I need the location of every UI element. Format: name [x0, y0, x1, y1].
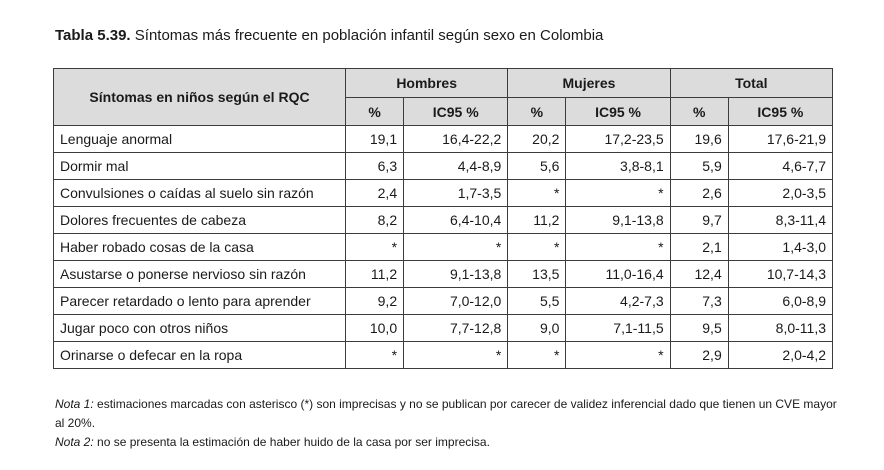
- symptoms-table: [53, 68, 833, 369]
- table-cell: 9,7: [670, 207, 728, 234]
- symptom-label: Jugar poco con otros niños: [54, 315, 346, 342]
- table-cell: 7,1-11,5: [566, 315, 670, 342]
- table-cell: 7,0-12,0: [404, 288, 508, 315]
- note-1: [55, 395, 845, 433]
- table-cell: 5,5: [508, 288, 566, 315]
- table-cell: 7,3: [670, 288, 728, 315]
- caption-text: Síntomas más frecuente en población infantil según sexo en Colombia: [134, 27, 604, 44]
- table-row: [54, 153, 833, 180]
- table-cell: 7,7-12,8: [404, 315, 508, 342]
- table-row: [54, 180, 833, 207]
- table-row: [54, 342, 833, 369]
- table-cell: 9,2: [346, 288, 404, 315]
- table-cell: 11,0-16,4: [566, 261, 670, 288]
- table-cell: *: [508, 180, 566, 207]
- caption-number: Tabla 5.39.: [55, 27, 131, 44]
- table-row: [54, 234, 833, 261]
- group-header-hombres: Hombres: [346, 69, 508, 98]
- symptom-label: Dormir mal: [54, 153, 346, 180]
- table-row: [54, 207, 833, 234]
- table-cell: 12,4: [670, 261, 728, 288]
- note-1-text: estimaciones marcadas con asterisco (*) son imprecisas y no se publican por carecer de validez inferencial dado que tienen un CVE mayor al 20%.: [55, 397, 837, 430]
- table-cell: 5,6: [508, 153, 566, 180]
- table-row: [54, 288, 833, 315]
- note-2-label: Nota 2:: [55, 435, 94, 449]
- table-cell: 19,6: [670, 126, 728, 153]
- table-cell: *: [508, 234, 566, 261]
- table-row: [54, 315, 833, 342]
- subheader-hombres-pct: %: [346, 98, 404, 126]
- table-cell: *: [346, 342, 404, 369]
- table-cell: *: [566, 234, 670, 261]
- table-cell: 6,3: [346, 153, 404, 180]
- table-cell: 5,9: [670, 153, 728, 180]
- table-cell: 20,2: [508, 126, 566, 153]
- table-cell: 2,9: [670, 342, 728, 369]
- subheader-hombres-ic: IC95 %: [404, 98, 508, 126]
- table-cell: *: [508, 342, 566, 369]
- row-header: Síntomas en niños según el RQC: [54, 69, 346, 126]
- table-cell: 8,3-11,4: [728, 207, 832, 234]
- table-cell: 2,6: [670, 180, 728, 207]
- subheader-total-ic: IC95 %: [728, 98, 832, 126]
- table-cell: 4,2-7,3: [566, 288, 670, 315]
- note-2: [55, 433, 845, 452]
- table-row: [54, 126, 833, 153]
- table-cell: 4,4-8,9: [404, 153, 508, 180]
- note-1-label: Nota 1:: [55, 397, 94, 411]
- table-body: [54, 126, 833, 369]
- table-row: [54, 261, 833, 288]
- table-cell: 6,0-8,9: [728, 288, 832, 315]
- table-cell: 9,1-13,8: [404, 261, 508, 288]
- symptom-label: Orinarse o defecar en la ropa: [54, 342, 346, 369]
- table-cell: *: [404, 342, 508, 369]
- table-cell: 3,8-8,1: [566, 153, 670, 180]
- table-cell: 10,7-14,3: [728, 261, 832, 288]
- table-cell: 9,1-13,8: [566, 207, 670, 234]
- symptom-label: Convulsiones o caídas al suelo sin razón: [54, 180, 346, 207]
- table-cell: 19,1: [346, 126, 404, 153]
- table-cell: 11,2: [346, 261, 404, 288]
- subheader-mujeres-pct: %: [508, 98, 566, 126]
- symptom-label: Parecer retardado o lento para aprender: [54, 288, 346, 315]
- table-cell: 10,0: [346, 315, 404, 342]
- table-cell: *: [404, 234, 508, 261]
- table-notes: [55, 395, 845, 452]
- table-cell: 2,4: [346, 180, 404, 207]
- table-cell: 17,6-21,9: [728, 126, 832, 153]
- table-caption: [55, 27, 603, 44]
- table-cell: 1,4-3,0: [728, 234, 832, 261]
- table-cell: 4,6-7,7: [728, 153, 832, 180]
- table-cell: 6,4-10,4: [404, 207, 508, 234]
- table-cell: 11,2: [508, 207, 566, 234]
- subheader-total-pct: %: [670, 98, 728, 126]
- table-cell: *: [346, 234, 404, 261]
- table-cell: 2,1: [670, 234, 728, 261]
- symptom-label: Dolores frecuentes de cabeza: [54, 207, 346, 234]
- note-2-text: no se presenta la estimación de haber huido de la casa por ser imprecisa.: [93, 435, 490, 449]
- table-cell: 8,0-11,3: [728, 315, 832, 342]
- table-cell: 16,4-22,2: [404, 126, 508, 153]
- table-cell: 17,2-23,5: [566, 126, 670, 153]
- table-cell: 8,2: [346, 207, 404, 234]
- table-cell: 9,0: [508, 315, 566, 342]
- group-header-mujeres: Mujeres: [508, 69, 670, 98]
- table-cell: *: [566, 342, 670, 369]
- table-cell: 2,0-3,5: [728, 180, 832, 207]
- symptom-label: Asustarse o ponerse nervioso sin razón: [54, 261, 346, 288]
- group-header-total: Total: [670, 69, 832, 98]
- table-cell: 13,5: [508, 261, 566, 288]
- subheader-mujeres-ic: IC95 %: [566, 98, 670, 126]
- table-cell: *: [566, 180, 670, 207]
- table-cell: 9,5: [670, 315, 728, 342]
- table-cell: 2,0-4,2: [728, 342, 832, 369]
- symptom-label: Lenguaje anormal: [54, 126, 346, 153]
- symptom-label: Haber robado cosas de la casa: [54, 234, 346, 261]
- header-row-groups: [54, 69, 833, 98]
- table-cell: 1,7-3,5: [404, 180, 508, 207]
